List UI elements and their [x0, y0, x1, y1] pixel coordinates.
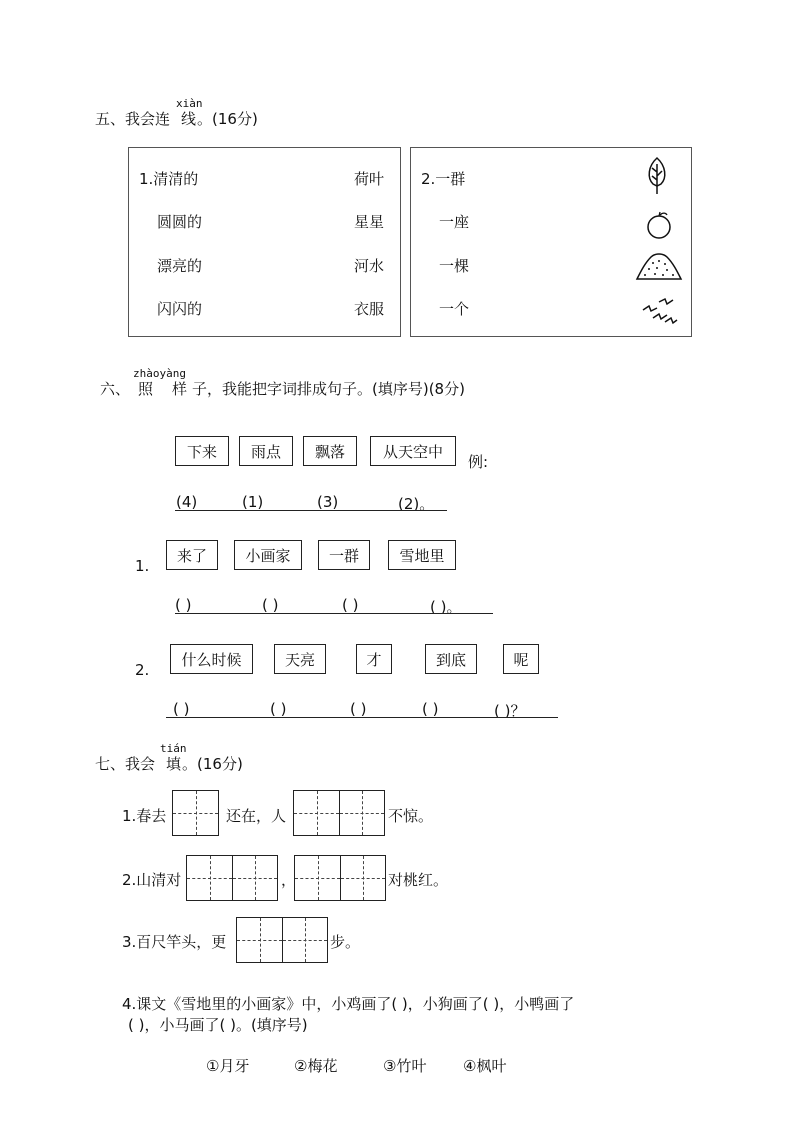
section6-char1: 照	[138, 380, 154, 398]
tianzige-grid[interactable]	[293, 790, 385, 836]
example-label: 例:	[468, 453, 489, 471]
answer-blank[interactable]: ( )	[262, 596, 279, 614]
birds-icon	[639, 296, 679, 326]
apple-icon	[644, 210, 674, 240]
match-word: 一座	[439, 213, 470, 231]
section6-char2: 样	[172, 380, 188, 398]
section6-prefix: 六、	[100, 380, 131, 398]
matching-panel-left	[128, 147, 401, 337]
section6-pinyin: zhàoyàng	[133, 367, 186, 380]
answer-blank[interactable]: ( )	[342, 596, 359, 614]
answer-blank[interactable]: ( )。	[430, 598, 462, 616]
fill-text: ，	[281, 871, 297, 889]
answer-underline	[166, 717, 558, 718]
option-item: ④枫叶	[463, 1057, 507, 1075]
section6-suffix: 子，我能把字词排成句子。(填序号)(8分)	[192, 380, 465, 398]
section5-prefix: 五、我会连	[95, 110, 171, 128]
answer-underline	[175, 510, 447, 511]
fill-text: 对桃红。	[388, 871, 449, 889]
match-target: 星星	[354, 213, 385, 231]
question-number: 2.	[135, 661, 150, 679]
tianzige-grid[interactable]	[236, 917, 328, 963]
word-card: 什么时候	[170, 644, 253, 674]
answer-blank[interactable]: ( )	[270, 700, 287, 718]
match-target: 衣服	[354, 300, 385, 318]
match-target: 荷叶	[354, 170, 385, 188]
word-card: 雨点	[239, 436, 293, 466]
word-card: 呢	[503, 644, 539, 674]
match-word: 1.清清的	[139, 170, 199, 188]
section5-suffix: 。(16分)	[197, 110, 258, 128]
word-card: 才	[356, 644, 392, 674]
match-target: 河水	[354, 257, 385, 275]
section7-char: 填	[166, 755, 182, 773]
word-card: 来了	[166, 540, 218, 570]
answer-blank[interactable]: ( )	[173, 700, 190, 718]
option-item: ②梅花	[294, 1057, 338, 1075]
fill-question-line2: ( )，小马画了( )。(填序号)	[128, 1016, 308, 1034]
match-word: 闪闪的	[157, 300, 203, 318]
fill-text: 还在，人	[226, 807, 287, 825]
fill-text: 2.山清对	[122, 871, 182, 889]
answer-underline	[175, 613, 493, 614]
question-number: 1.	[135, 557, 150, 575]
tianzige-grid[interactable]	[172, 790, 219, 836]
example-answer: (4)	[176, 493, 198, 511]
example-answer: (1)	[242, 493, 264, 511]
tree-icon	[643, 156, 671, 196]
match-word: 2.一群	[421, 170, 466, 188]
tianzige-grid[interactable]	[186, 855, 278, 901]
word-card: 小画家	[234, 540, 302, 570]
answer-blank[interactable]: ( )	[350, 700, 367, 718]
word-card: 天亮	[274, 644, 326, 674]
section5-char: 线	[181, 110, 197, 128]
section5-pinyin: xiàn	[176, 97, 203, 110]
option-item: ③竹叶	[383, 1057, 427, 1075]
section7-suffix: 。(16分)	[182, 755, 243, 773]
word-card: 雪地里	[388, 540, 456, 570]
section7-prefix: 七、我会	[95, 755, 156, 773]
word-card: 下来	[175, 436, 229, 466]
fill-text: 3.百尺竿头，更	[122, 933, 227, 951]
word-card: 从天空中	[370, 436, 456, 466]
fill-text: 1.春去	[122, 807, 167, 825]
matching-panel-right	[410, 147, 692, 337]
fill-text: 不惊。	[388, 807, 434, 825]
word-card: 一群	[318, 540, 370, 570]
word-card: 到底	[425, 644, 477, 674]
tianzige-grid[interactable]	[294, 855, 386, 901]
option-item: ①月牙	[206, 1057, 250, 1075]
hill-icon	[635, 249, 683, 283]
answer-blank[interactable]: ( )	[175, 596, 192, 614]
match-word: 圆圆的	[157, 213, 203, 231]
example-answer: (3)	[317, 493, 339, 511]
fill-question-line1: 4.课文《雪地里的小画家》中，小鸡画了( )，小狗画了( )，小鸭画了	[122, 995, 575, 1013]
answer-blank[interactable]: ( )	[422, 700, 439, 718]
match-word: 漂亮的	[157, 257, 203, 275]
answer-blank[interactable]: ( )？	[494, 702, 526, 720]
fill-text: 步。	[330, 933, 361, 951]
example-answer: (2)。	[398, 495, 435, 513]
section7-pinyin: tián	[160, 742, 187, 755]
match-word: 一个	[439, 300, 470, 318]
match-word: 一棵	[439, 257, 470, 275]
word-card: 飘落	[303, 436, 357, 466]
